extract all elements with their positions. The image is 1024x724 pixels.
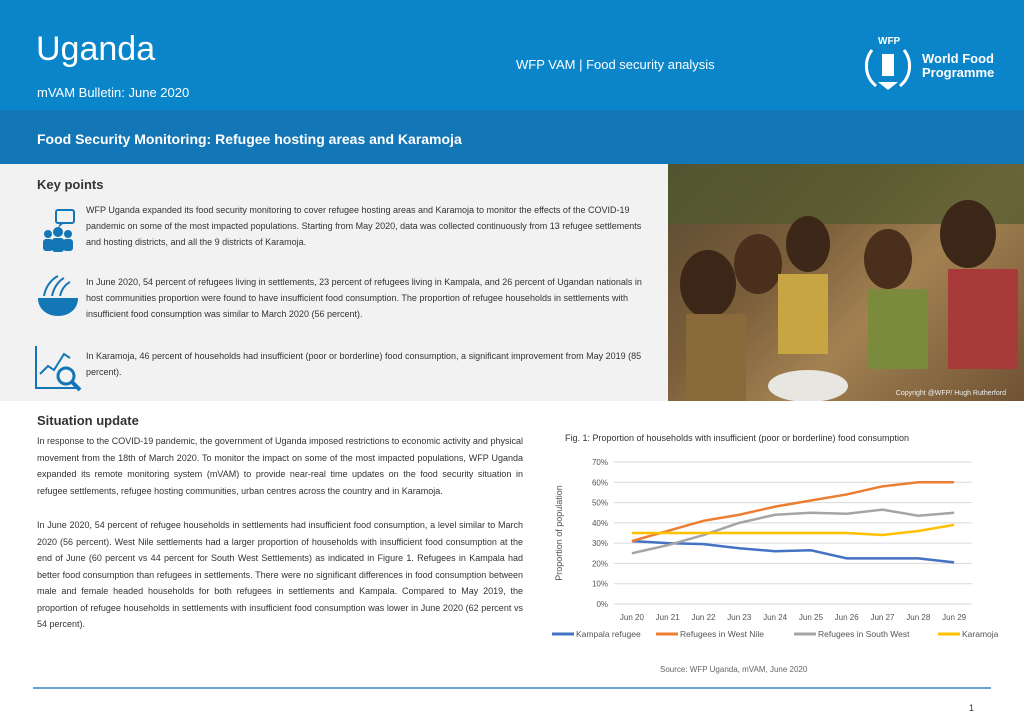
situation-paragraph-2: In June 2020, 54 percent of refugee households in settlements had insufficient food consumption, a level similar to March 2020 (56 percent). West Nile settlements had a larger proportion of households with insufficient food consumption at the end of June (60 percent vs 44 percent for South West Settlements) as indicated in Figure 1. Refugees in Kampala had better food consumption than refugees in settlements. There were no significant differences in food consumption between male and female headed households for both refugees in settlements and Kampala. Compared to May 2019, the proportion of refugee households in settlements with insufficient food consumption was lower in June 2020 (62 percent vs 54 percent). (37, 520, 523, 629)
bulletin-subtitle: mVAM Bulletin: June 2020 (37, 85, 190, 100)
x-tick-label: Jun 20 (619, 613, 644, 622)
people-chat-icon (34, 208, 82, 256)
y-tick-label: 50% (591, 498, 608, 508)
key-point-3: In Karamoja, 46 percent of households had insufficient (poor or borderline) food consumption, a significant improvement from May 2019 (85 percent). (86, 351, 642, 377)
key-points-heading: Key points (37, 177, 104, 192)
photo-credit: Copyright @WFP/ Hugh Rutherford (895, 390, 1006, 397)
page-number: 1 (969, 703, 975, 713)
x-tick-label: Jun 21 (655, 613, 680, 622)
legend-label: Kampala refugee (576, 629, 641, 639)
y-tick-label: 30% (591, 539, 608, 549)
page-title: Uganda (36, 30, 156, 68)
legend-label: Refugees in West Nile (680, 629, 764, 639)
y-tick-label: 70% (591, 458, 608, 467)
children-photo (668, 164, 1024, 401)
y-tick-label: 0% (596, 600, 608, 609)
section-band (0, 110, 1024, 164)
header-tagline: WFP VAM | Food security analysis (516, 57, 715, 72)
footer-rule (33, 687, 991, 689)
situation-paragraph-1: In response to the COVID-19 pandemic, the government of Uganda imposed restrictions to economic activity and physical movement from the 18th of March 2020. To monitor the impact on some of the most impacted populations, WFP Uganda expanded its remote monitoring system (mVAM) to provide near-real time updates on the food security situation in refugee settlements, refugee hosting communities, urban centres across the country and in Karamoja. (37, 436, 523, 496)
y-axis-label: Proportion of population (554, 485, 564, 581)
figure-source: Source: WFP Uganda, mVAM, June 2020 (660, 665, 808, 674)
x-tick-label: Jun 22 (691, 613, 716, 622)
x-tick-label: Jun 26 (834, 613, 859, 622)
x-tick-label: Jun 27 (870, 613, 895, 622)
x-tick-label: Jun 23 (727, 613, 752, 622)
key-points-panel (0, 164, 668, 401)
line-chart (548, 448, 998, 648)
y-tick-label: 20% (591, 559, 608, 569)
series-line (632, 541, 954, 562)
chart-magnifier-icon (34, 344, 82, 392)
x-tick-label: Jun 29 (942, 613, 967, 622)
key-point-2: In June 2020, 54 percent of refugees living in settlements, 23 percent of refugees living in Kampala, and 26 percent of Ugandan nationals in host communities proportion were found to have insufficient food consumption. The proportion of refugee households in settlements with insufficient food consumption was similar to March 2020 (56 percent). (86, 277, 642, 319)
x-tick-label: Jun 25 (798, 613, 823, 622)
logo-name: World Food Programme (922, 51, 995, 80)
x-tick-label: Jun 28 (906, 613, 931, 622)
legend-label: Karamoja (962, 629, 998, 639)
figure-caption: Fig. 1: Proportion of households with insufficient (poor or borderline) food consumption (565, 433, 910, 443)
x-tick-label: Jun 24 (763, 613, 788, 622)
wfp-logo (860, 36, 1000, 92)
header-banner (0, 0, 1024, 110)
photo-illustration (668, 164, 1024, 401)
section-title: Food Security Monitoring: Refugee hosting areas and Karamoja (37, 131, 462, 147)
y-tick-label: 40% (591, 518, 608, 528)
legend-label: Refugees in South West (818, 629, 910, 639)
logo-tag: WFP (878, 36, 901, 47)
y-tick-label: 10% (591, 579, 608, 589)
situation-heading: Situation update (37, 413, 139, 428)
wreath-icon (862, 44, 914, 92)
key-point-1: WFP Uganda expanded its food security monitoring to cover refugee hosting areas and Karamoja to monitor the effects of the COVID-19 pandemic on some of the most impacted populations. Starting from May 2020, data was collected continuously from 13 refugee settlements and hosting districts, and all the 9 districts of Karamoja. (86, 205, 642, 247)
y-tick-label: 60% (591, 478, 608, 488)
food-bowl-icon (34, 272, 82, 320)
